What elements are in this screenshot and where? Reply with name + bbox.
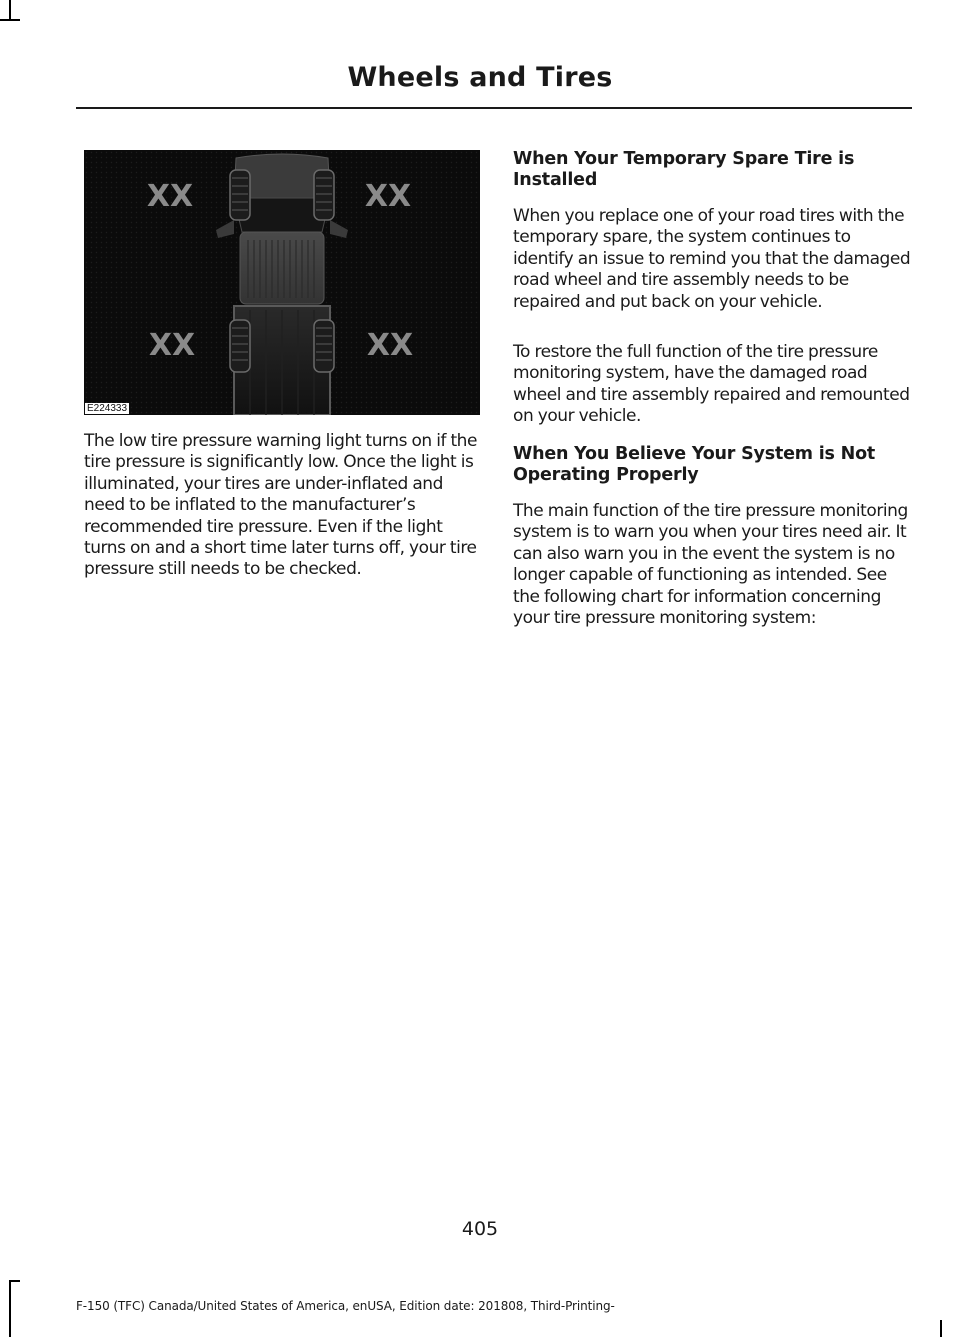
front-left-pressure-label: XX — [146, 179, 194, 214]
system-not-operating-heading: When You Believe Your System is Not Operating Properly — [513, 444, 876, 486]
front-right-tire-icon — [314, 170, 334, 220]
tire-pressure-display-figure — [84, 150, 480, 415]
front-right-pressure-label: XX — [364, 179, 412, 214]
right-column-block-1 — [513, 206, 911, 313]
rear-right-pressure-label: XX — [366, 328, 414, 363]
right-column-block-2 — [513, 342, 911, 428]
left-column — [84, 431, 482, 581]
rear-right-tire-icon — [314, 320, 334, 372]
rear-left-pressure-label: XX — [148, 328, 196, 363]
rear-left-tire-icon — [230, 320, 250, 372]
page-number: 405 — [461, 1218, 499, 1240]
crop-mark-top-left-horizontal — [0, 19, 20, 21]
right-column — [513, 149, 911, 192]
restore-function-paragraph: To restore the full function of the tire pressure monitoring system, have the damaged road wheel and tire assembly repaired and remounted on your vehicle. — [513, 342, 910, 427]
main-function-paragraph: The main function of the tire pressure monitoring system is to warn you when your tires need air. It can also warn you in the event the system is no longer capable of functioning as intended. See the following chart for information concerning your tire pressure monitoring system: — [513, 501, 908, 629]
low-pressure-warning-paragraph: The low tire pressure warning light turns on if the tire pressure is significantly low. Once the light is illuminated, your tires are under-inflated and need to be inflated to the manufacturer’s recommended tire pressure. Even if the light turns on and a short time later turns off, your tire pressure still needs to be checked. — [84, 431, 478, 580]
right-column-block-4 — [513, 501, 911, 629]
temporary-spare-paragraph: When you replace one of your road tires with the temporary spare, the system continues to identify an issue to remind you that the damaged road wheel and tire assembly needs to be repaired and put back on your vehicle. — [513, 206, 911, 312]
crop-mark-bottom-left-vertical — [9, 1280, 11, 1337]
figure-id: E224333 — [87, 403, 128, 414]
temporary-spare-heading: When Your Temporary Spare Tire is Installed — [513, 149, 855, 191]
crop-mark-top-left-vertical — [9, 0, 11, 20]
page-title: Wheels and Tires — [347, 62, 613, 93]
edition-footer: F-150 (TFC) Canada/United States of America, enUSA, Edition date: 201808, Third-Printing- — [76, 1299, 615, 1313]
front-left-tire-icon — [230, 170, 250, 220]
crop-mark-bottom-left-horizontal — [9, 1280, 20, 1282]
right-column-block-3 — [513, 444, 911, 487]
header-rule — [76, 107, 912, 109]
tire-pressure-display-illustration — [84, 150, 480, 415]
truck-cab-roof — [240, 232, 324, 304]
crop-mark-bottom-right-vertical — [940, 1320, 942, 1337]
